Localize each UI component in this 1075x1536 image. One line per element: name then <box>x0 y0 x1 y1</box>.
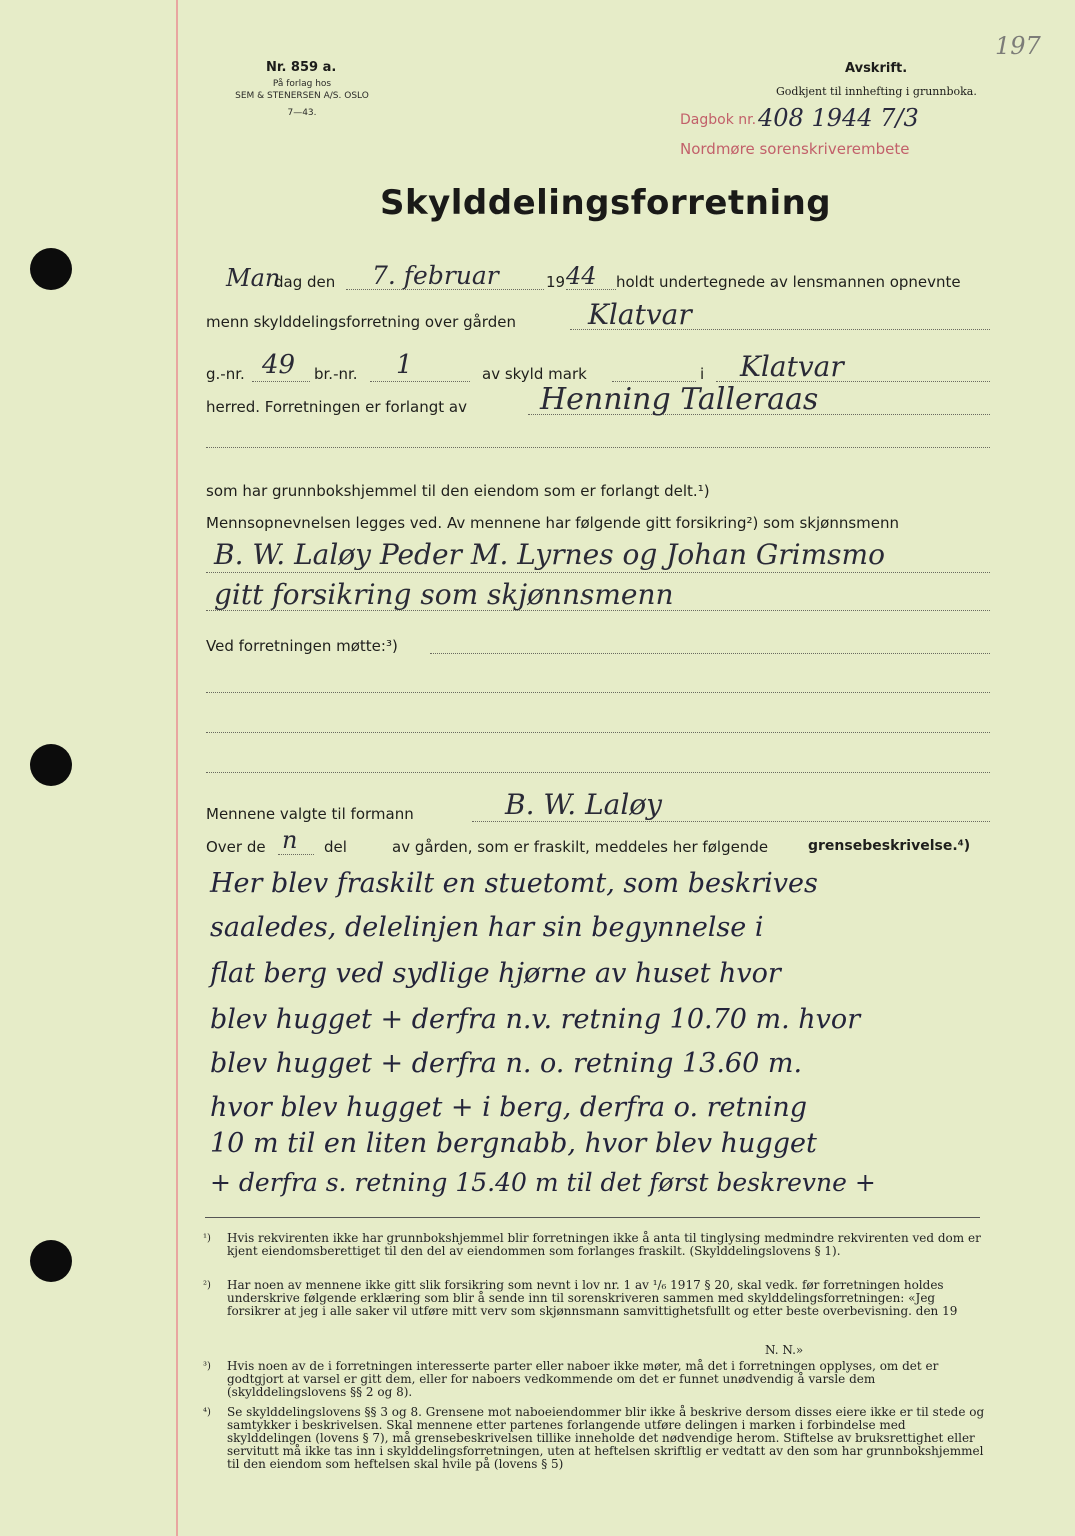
godkjent-label: Godkjent til innhefting i grunnboka. <box>776 85 977 98</box>
mote-dotline-4 <box>206 772 990 773</box>
menn-line: menn skylddelingsforretning over gården <box>206 313 516 331</box>
form-number: Nr. 859 a. <box>266 60 337 75</box>
description-line-2: saaledes, delelinjen har sin begynnelse i <box>210 912 764 943</box>
weekday-handwritten: Man <box>226 264 281 292</box>
av-garden-text: av gården, som er fraskilt, meddeles her følgende <box>392 838 769 856</box>
gnr-label: g.-nr. <box>206 365 245 383</box>
publisher-line-3: 7—43. <box>287 108 317 118</box>
footnote-1 <box>205 1232 995 1276</box>
del-label: del <box>324 838 347 856</box>
publisher-line-1: På forlag hos <box>272 79 332 89</box>
brnr-dotline <box>370 381 470 382</box>
description-line-4: blev hugget + derfra n.v. retning 10.70 m. hvor <box>210 1004 861 1035</box>
year-prefix: 19 <box>546 273 566 291</box>
formann-handwritten: B. W. Laløy <box>505 788 662 821</box>
footnote-text: Hvis rekvirenten ikke har grunnbokshjemmel blir forretningen ikke å anta til tinglysing medmindre rekvirenten ved dom er kjent eiendomsberettiget til den del av eiendommen som forlanges fraskilt. (Skylddelingslovens § 1). <box>227 1231 981 1258</box>
assurance-handwritten-2: gitt forsikring som skjønnsmenn <box>214 578 674 611</box>
page-number: 197 <box>995 32 1041 60</box>
footnote-2-signature <box>205 1344 995 1358</box>
requester-handwritten: Henning Talleraas <box>540 382 819 417</box>
footnote-text: Se skylddelingslovens §§ 3 og 8. Grensene mot naboeiendommer blir ikke å beskrive dersom disses eiere ikke er til stede og samtykker i beskrivelsen. Skal mennene etter partenes forlangende utføre delingen i marken i forbindelse med skylddelingen (lovens § 7), må grensebeskrivelsen tillike inneholde det nødvendige herom. Stiftelse av bruksrettighet eller servitutt må ikke tas inn i skylddelingsforretningen, uten at heftelsen skriftlig er vedtatt av den som har grunnbokshjemmel til den eiendom som heftelsen skal hvile på (lovens § 5) <box>227 1405 985 1471</box>
assurance-handwritten-1: B. W. Laløy Peder M. Lyrnes og Johan Grimsmo <box>214 538 885 571</box>
footnote-2 <box>205 1279 995 1349</box>
gnr-dotline <box>252 381 310 382</box>
dag-den-label: dag den <box>274 273 336 291</box>
municipality-handwritten: Klatvar <box>740 350 844 383</box>
office-stamp: Nordmøre sorenskriverembete <box>680 140 910 158</box>
grensebeskrivelse-label: grensebeskrivelse.⁴) <box>808 838 971 854</box>
footnote-text: N. N.» <box>765 1343 804 1357</box>
description-line-6: hvor blev hugget + i berg, derfra o. retning <box>210 1092 808 1123</box>
date-handwritten: 7. februar <box>372 261 499 290</box>
description-line-5: blev hugget + derfra n. o. retning 13.60 m. <box>210 1048 803 1079</box>
footnote-3 <box>205 1360 995 1404</box>
footnote-mark: ¹) <box>203 1233 211 1244</box>
over-handwritten: n <box>282 826 298 854</box>
mote-dotline-2 <box>206 692 990 693</box>
description-line-7: 10 m til en liten bergnabb, hvor blev hugget <box>210 1128 817 1159</box>
description-line-1: Her blev fraskilt en stuetomt, som beskrives <box>210 868 818 899</box>
avskrift-label: Avskrift. <box>845 61 908 76</box>
description-line-8: + derfra s. retning 15.40 m til det først beskrevne + <box>210 1168 876 1197</box>
dagbok-value: 408 1944 7/3 <box>758 104 919 132</box>
formann-dotline <box>472 821 990 822</box>
description-line-3: flat berg ved sydlige hjørne av huset hvor <box>210 958 781 989</box>
herred-line: herred. Forretningen er forlangt av <box>206 398 467 416</box>
footnote-text: Har noen av mennene ikke gitt slik forsikring som nevnt i lov nr. 1 av ¹/₆ 1917 § 20, skal vedk. før forretningen holdes underskrive følgende erklæring som blir å sende inn til sorenskriveren sammen med skylddelingsforretningen: «Jeg forsikrer at jeg i alle saker vil utføre mitt verv som skjønnsmann samvittighetsfullt og etter beste overbevisning. den 19 <box>227 1278 958 1318</box>
document-title: Skylddelingsforretning <box>380 183 832 223</box>
margin-rule <box>176 0 178 1536</box>
footnote-mark: ⁴) <box>203 1407 211 1418</box>
footnote-text: Hvis noen av de i forretningen interesserte parter eller naboer ikke møter, må det i forretningen opplyses, om det er godtgjort at varsel er gitt dem, eller for naboers vedkommende om det er funnet unødvendig å varsle dem (skylddelingslovens §§ 2 og 8). <box>227 1359 939 1399</box>
mote-line: Ved forretningen møtte:³) <box>206 637 398 655</box>
blank-dotline <box>206 447 990 448</box>
gnr-value: 49 <box>262 350 296 380</box>
footnote-mark: ³) <box>203 1361 211 1372</box>
i-label: i <box>700 365 705 383</box>
over-label: Over de <box>206 838 266 856</box>
farm-handwritten: Klatvar <box>588 298 692 331</box>
year-handwritten: 44 <box>566 262 597 290</box>
publisher-line-2: SEM & STENERSEN A/S. OSLO <box>235 91 369 101</box>
punch-hole <box>30 248 72 290</box>
dagbok-label: Dagbok nr. <box>680 112 757 128</box>
holdt-text: holdt undertegnede av lensmannen opnevnte <box>616 273 961 291</box>
grunnbok-line: som har grunnbokshjemmel til den eiendom som er forlangt delt.¹) <box>206 482 710 500</box>
punch-hole <box>30 1240 72 1282</box>
av-skyld-mark-label: av skyld mark <box>482 365 587 383</box>
footnote-mark: ²) <box>203 1280 211 1291</box>
punch-hole <box>30 744 72 786</box>
mennsop-line: Mennsopnevnelsen legges ved. Av mennene har følgende gitt forsikring²) som skjønnsmenn <box>206 514 900 532</box>
mote-dotline-3 <box>206 732 990 733</box>
over-dotline <box>278 854 314 855</box>
assurance-dotline-1 <box>206 572 990 573</box>
footnote-rule <box>205 1217 980 1218</box>
formann-line: Mennene valgte til formann <box>206 805 414 823</box>
brnr-label: br.-nr. <box>314 365 358 383</box>
footnote-4 <box>205 1406 995 1488</box>
brnr-value: 1 <box>396 350 413 380</box>
mote-dotline <box>430 653 990 654</box>
